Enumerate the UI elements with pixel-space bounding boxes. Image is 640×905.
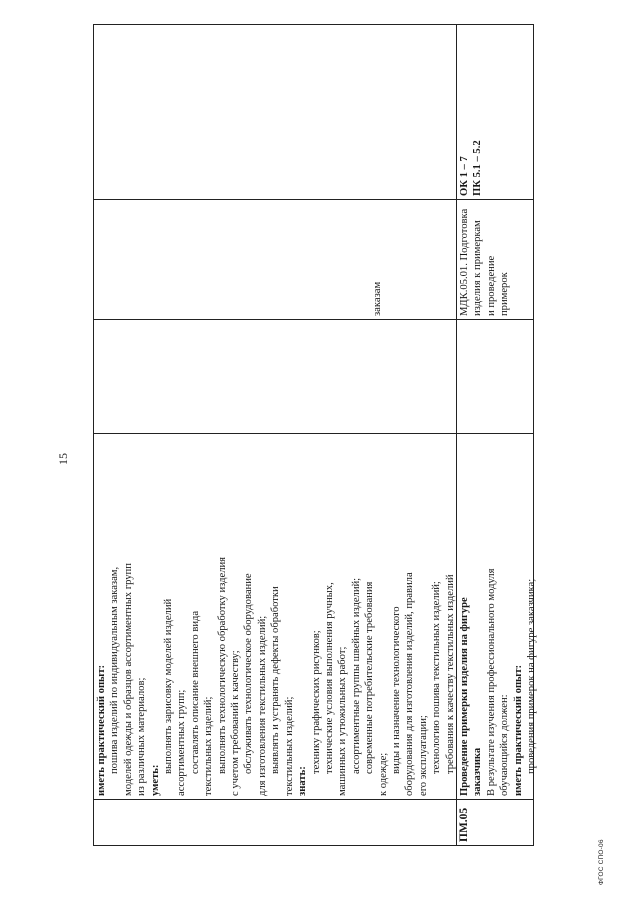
- upper-empty-cell: [94, 320, 456, 433]
- description-line: заказчика: [472, 747, 484, 796]
- description-line: моделей одежды и образцов ассортиментных групп: [122, 563, 134, 796]
- lower-code-cell: [457, 800, 535, 845]
- curriculum-table: [93, 24, 538, 846]
- upper-course-cell: [370, 200, 456, 319]
- competency-line: ОК 1 – 7: [459, 156, 470, 196]
- description-line: для изготовления текстильных изделий;: [256, 615, 268, 796]
- description-line: знать:: [297, 766, 309, 796]
- page-number: 15: [56, 453, 70, 465]
- description-line: технологию пошива текстильных изделий;: [431, 581, 443, 774]
- lower-empty-cell: [457, 320, 535, 433]
- description-line: машинных и утюжильных работ;: [337, 646, 349, 796]
- description-line: выполнять технологическую обработку изделия: [216, 556, 228, 774]
- description-line: текстильных изделий;: [203, 696, 215, 796]
- description-line: проведения примерок на фигуре заказчика;: [526, 578, 538, 774]
- description-line: В результате изучения профессионального модуля: [485, 568, 497, 796]
- module-code: ПМ.05: [458, 807, 470, 842]
- description-line: иметь практический опыт:: [512, 664, 524, 796]
- description-line: с учетом требований к качеству;: [230, 650, 242, 796]
- description-line: технику графических рисунков;: [310, 630, 322, 774]
- description-line: его эксплуатации;: [417, 715, 429, 796]
- description-line: обучающийся должен:: [499, 694, 511, 796]
- course-line: и проведение: [485, 255, 497, 316]
- description-line: из различных материалов;: [136, 677, 148, 796]
- upper-description-cell: [94, 434, 456, 799]
- description-line: обслуживать технологическое оборудование: [243, 573, 255, 774]
- upper-code-cell: [94, 800, 456, 845]
- course-line: примерок: [499, 272, 511, 316]
- description-line: виды и назначение технологического: [390, 606, 402, 774]
- description-line: выявлять и устранять дефекты обработки: [270, 586, 282, 774]
- course-line: изделия к примеркам: [472, 220, 484, 316]
- page-footer: ФГОС СПО-06: [598, 839, 605, 885]
- description-line: выполнять зарисовку моделей изделий: [163, 598, 175, 774]
- lower-competency-cell: [457, 24, 535, 199]
- description-line: Проведение примерки изделия на фигуре: [459, 597, 470, 796]
- description-line: иметь практический опыт:: [96, 664, 107, 796]
- description-line: пошива изделий по индивидуальным заказам,: [109, 566, 121, 774]
- description-line: современные потребительские требования: [364, 581, 376, 774]
- course-line: МДК.05.01. Подготовка: [459, 208, 470, 316]
- description-line: технические условия выполнения ручных,: [323, 582, 335, 774]
- description-line: оборудования для изготовления изделий, правила: [404, 572, 416, 796]
- description-line: к одежде;: [377, 752, 389, 796]
- lower-description-cell: [457, 434, 538, 799]
- competency-line: ПК 5.1 – 5.2: [472, 140, 484, 196]
- description-line: текстильных изделий;: [283, 696, 295, 796]
- description-line: требования к качеству текстильных изделий: [444, 574, 456, 774]
- upper-course-text: заказам: [372, 281, 383, 316]
- lower-course-cell: [457, 200, 535, 319]
- description-line: ассортиментные группы швейных изделий;: [350, 577, 362, 774]
- description-line: уметь:: [149, 764, 161, 796]
- description-line: составлять описание внешнего вида: [189, 610, 201, 774]
- description-line: ассортиментных групп;: [176, 689, 188, 796]
